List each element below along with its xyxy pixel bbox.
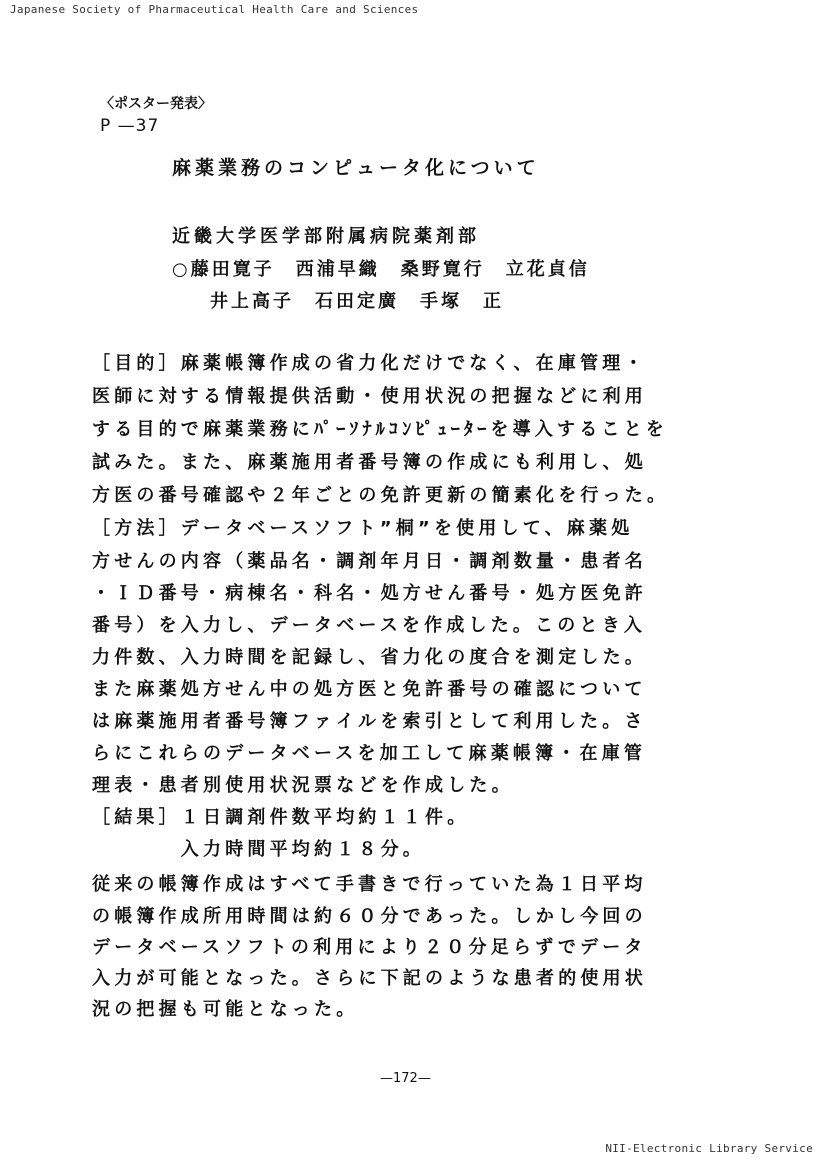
author-line: 井上高子 石田定廣 手塚 正: [210, 291, 504, 312]
body-line: 番号）を入力し、データベースを作成した。このとき入: [92, 615, 647, 636]
body-line: 方せんの内容（薬品名・調剤年月日・調剤数量・患者名: [92, 551, 647, 572]
body-line: ・ＩＤ番号・病棟名・科名・処方せん番号・処方医免許: [92, 583, 647, 604]
page-number: —172—: [380, 1071, 431, 1086]
body-line: また麻薬処方せん中の処方医と免許番号の確認について: [92, 679, 647, 700]
poster-session-label: 〈ポスター発表〉: [100, 96, 212, 112]
body-line: 況の把握も可能となった。: [92, 999, 359, 1020]
body-line: 力件数、入力時間を記録し、省力化の度合を測定した。: [92, 647, 647, 668]
body-line: 入力が可能となった。さらに下記のような患者的使用状: [92, 968, 647, 989]
body-line: 理表・患者別使用状況票などを作成した。: [92, 775, 514, 796]
body-line: ［目的］麻薬帳簿作成の省力化だけでなく、在庫管理・: [92, 353, 647, 374]
affiliation: 近畿大学医学部附属病院薬剤部: [172, 226, 480, 247]
body-line: する目的で麻薬業務にﾊﾟｰｿﾅﾙｺﾝﾋﾟｭｰﾀｰを導入することを: [92, 419, 668, 440]
paper-title: 麻薬業務のコンピュータ化について: [172, 157, 540, 179]
body-line: データベースソフトの利用により２０分足らずでデータ: [92, 937, 647, 958]
body-line: は麻薬施用者番号簿ファイルを索引として利用した。さ: [92, 711, 647, 732]
body-line: 方医の番号確認や２年ごとの免許更新の簡素化を行った。: [92, 485, 670, 506]
body-line: ［結果］１日調剤件数平均約１１件。: [92, 807, 470, 828]
body-line: 医師に対する情報提供活動・使用状況の把握などに利用: [92, 386, 647, 407]
poster-number: P —37: [100, 116, 160, 136]
body-line: 従来の帳簿作成はすべて手書きで行っていた為１日平均: [92, 874, 647, 895]
body-line: らにこれらのデータベースを加工して麻薬帳簿・在庫管: [92, 743, 647, 764]
library-service-footer: NII-Electronic Library Service: [605, 1142, 813, 1155]
body-line: 試みた。また、麻薬施用者番号簿の作成にも利用し、処: [92, 452, 647, 473]
body-line: ［方法］データベースソフト”桐”を使用して、麻薬処: [92, 518, 634, 539]
body-line: の帳簿作成所用時間は約６０分であった。しかし今回の: [92, 906, 647, 927]
society-header: Japanese Society of Pharmaceutical Health Care and Sciences: [10, 3, 419, 16]
body-line: 入力時間平均約１８分。: [92, 839, 425, 860]
author-line: ○藤田寛子 西浦早織 桑野寛行 立花貞信: [172, 259, 590, 280]
